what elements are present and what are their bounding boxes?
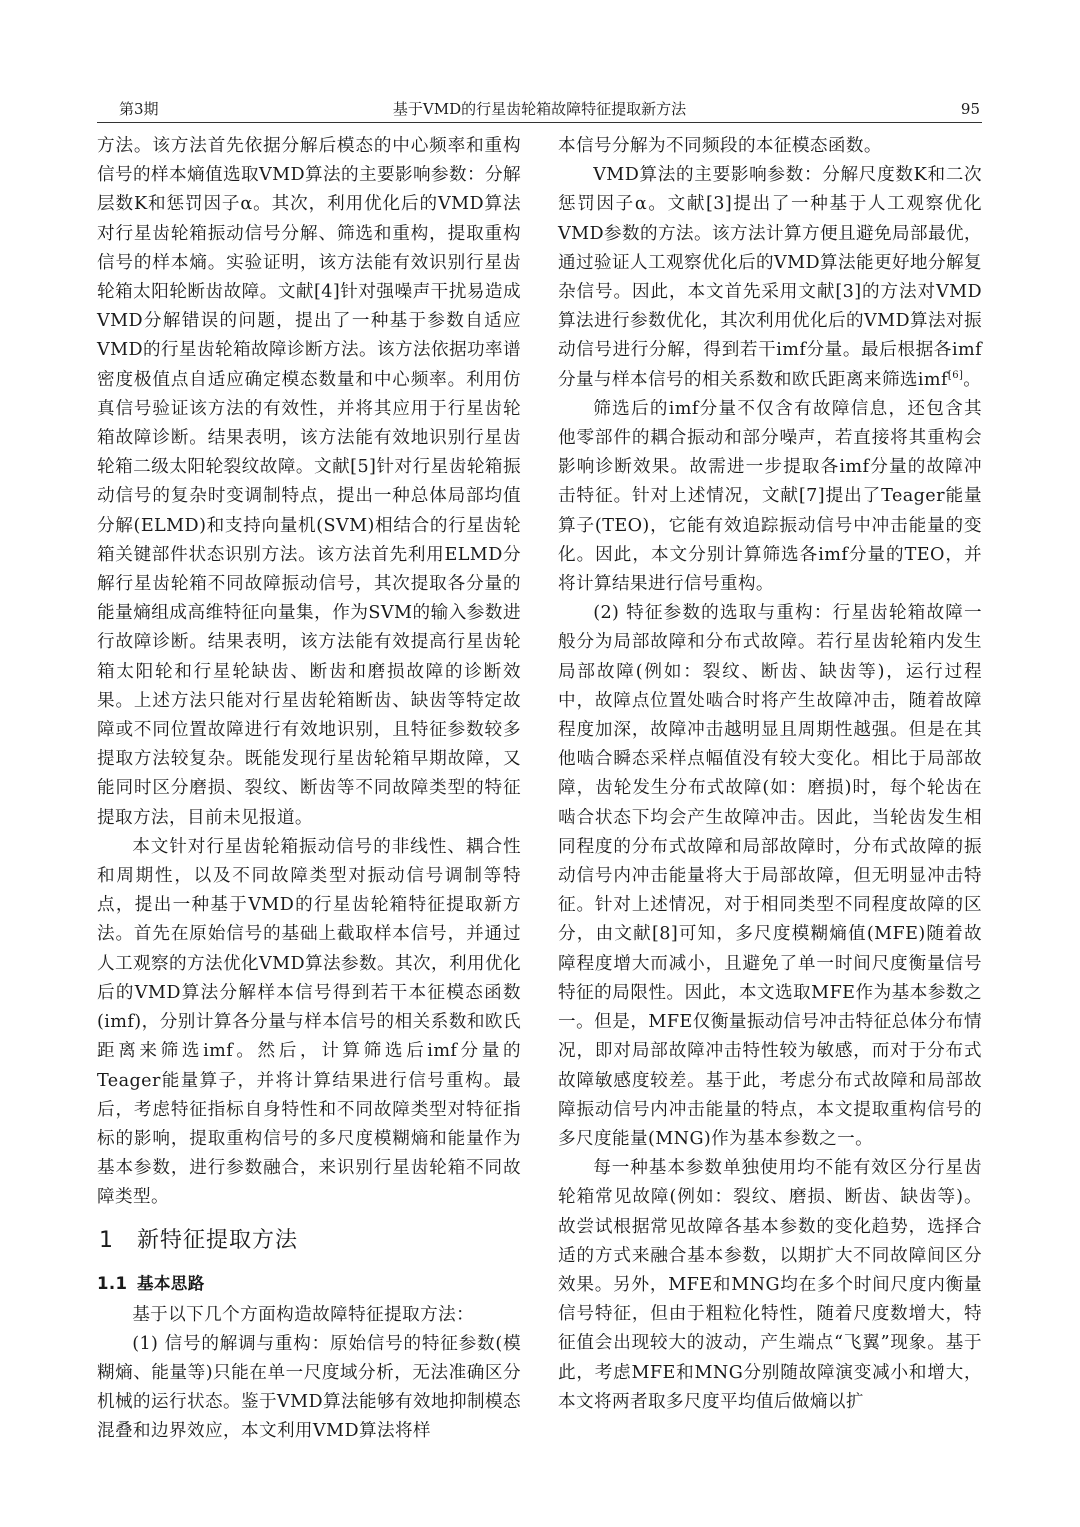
paragraph-end: 。 (963, 369, 982, 390)
subsection-number: 1.1 (97, 1273, 128, 1293)
page-number: 95 (960, 100, 980, 118)
paragraph: (2) 特征参数的选取与重构：行星齿轮箱故障一般分为局部故障和分布式故障。若行星齿轮箱内发生局部故障(例如：裂纹、断齿、缺齿等)，运行过程中，故障点位置处啮合时将产生故障冲击，随着故障程度加深，故障冲击越明显且周期性越强。但是在其他啮合瞬态采样点幅值没有较大变化。相比于局部故障，齿轮发生分布式故障(如：磨损)时，每个轮齿在啮合状态下均会产生故障冲击。因此，当轮齿发生相同程度的分布式故障和局部故障时，分布式故障的振动信号内冲击能量将大于局部故障，但无明显冲击特征。针对上述情况，对于相同类型不同程度故障的区分，由文献[8]可知，多尺度模糊熵值(MFE)随着故障程度增大而减小，且避免了单一时间尺度衡量信号特征的局限性。因此，本文选取MFE作为基本参数之一。但是，MFE仅衡量振动信号冲击特征总体分布情况，即对局部故障冲击特性较为敏感，而对于分布式故障敏感度较差。基于此，考虑分布式故障和局部故障振动信号内冲击能量的特点，本文提取重构信号的多尺度能量(MNG)作为基本参数之一。 (558, 603, 982, 1149)
section-title: 新特征提取方法 (137, 1227, 299, 1253)
section-number: 1 (99, 1227, 114, 1253)
running-header (97, 98, 982, 123)
paragraph: 筛选后的imf分量不仅含有故障信息，还包含其他零部件的耦合振动和部分噪声，若直接将其重构会影响诊断效果。故需进一步提取各imf分量的故障冲击特征。针对上述情况，文献[7]提出了Teager能量算子(TEO)，它能有效追踪振动信号中冲击能量的变化。因此，本文分别计算筛选各imf分量的TEO，并将计算结果进行信号重构。 (558, 398, 982, 595)
right-column (558, 132, 982, 1417)
paragraph: 每一种基本参数单独使用均不能有效区分行星齿轮箱常见故障(例如：裂纹、磨损、断齿、缺齿等)。故尝试根据常见故障各基本参数的变化趋势，选择合适的方式来融合基本参数，以期扩大不同故障间区分效果。另外，MFE和MNG均在多个时间尺度内衡量信号特征，但由于粗粒化特性，随着尺度数增大，特征值会出现较大的波动，产生端点“飞翼”现象。基于此，考虑MFE和MNG分别随故障演变减小和增大，本文将两者取多尺度平均值后做熵以扩 (558, 1158, 982, 1412)
citation-ref: [6] (947, 369, 964, 381)
subsection-title: 基本思路 (137, 1273, 205, 1293)
left-column (97, 132, 521, 1447)
section-heading (97, 1221, 521, 1261)
paragraph (558, 161, 982, 395)
paragraph: 基于以下几个方面构造故障特征提取方法： (132, 1304, 475, 1325)
running-title: 基于VMD的行星齿轮箱故障特征提取新方法 (392, 100, 687, 118)
paragraph: (1) 信号的解调与重构：原始信号的特征参数(模糊熵、能量等)只能在单一尺度域分析，无法准确区分机械的运行状态。鉴于VMD算法能够有效地抑制模态混叠和边界效应，本文利用VMD算法将样 (97, 1333, 521, 1442)
subsection-heading (97, 1269, 521, 1299)
paragraph-text: VMD算法的主要影响参数：分解尺度数K和二次惩罚因子α。文献[3]提出了一种基于人工观察优化VMD参数的方法。该方法计算方便且避免局部最优，通过验证人工观察优化后的VMD算法能更好地分解复杂信号。因此，本文首先采用文献[3]的方法对VMD算法进行参数优化，其次利用优化后的VMD算法对振动信号进行分解，得到若干imf分量。最后根据各imf分量与样本信号的相关系数和欧氏距离来筛选imf (558, 165, 982, 390)
issue-label: 第3期 (119, 100, 159, 118)
paragraph: 方法。该方法首先依据分解后模态的中心频率和重构信号的样本熵值选取VMD算法的主要影响参数：分解层数K和惩罚因子α。其次，利用优化后的VMD算法对行星齿轮箱振动信号分解、筛选和重构，提取重构信号的样本熵。实验证明，该方法能有效识别行星齿轮箱太阳轮断齿故障。文献[4]针对强噪声干扰易造成VMD分解错误的问题，提出了一种基于参数自适应VMD的行星齿轮箱故障诊断方法。该方法依据功率谱密度极值点自适应确定模态数量和中心频率。利用仿真信号验证该方法的有效性，并将其应用于行星齿轮箱故障诊断。结果表明，该方法能有效地识别行星齿轮箱二级太阳轮裂纹故障。文献[5]针对行星齿轮箱振动信号的复杂时变调制特点，提出一种总体局部均值分解(ELMD)和支持向量机(SVM)相结合的行星齿轮箱关键部件状态识别方法。该方法首先利用ELMD分解行星齿轮箱不同故障振动信号，其次提取各分量的能量熵组成高维特征向量集，作为SVM的输入参数进行故障诊断。结果表明，该方法能有效提高行星齿轮箱太阳轮和行星轮缺齿、断齿和磨损故障的诊断效果。上述方法只能对行星齿轮箱断齿、缺齿等特定故障或不同位置故障进行有效地识别，且特征参数较多提取方法较复杂。既能发现行星齿轮箱早期故障，又能同时区分磨损、裂纹、断齿等不同故障类型的特征提取方法，目前未见报道。 (97, 136, 521, 828)
paragraph: 本文针对行星齿轮箱振动信号的非线性、耦合性和周期性，以及不同故障类型对振动信号调制等特点，提出一种基于VMD的行星齿轮箱特征提取新方法。首先在原始信号的基础上截取样本信号，并通过人工观察的方法优化VMD算法参数。其次，利用优化后的VMD算法分解样本信号得到若干本征模态函数(imf)，分别计算各分量与样本信号的相关系数和欧氏距离来筛选imf。然后，计算筛选后imf分量的Teager能量算子，并将计算结果进行信号重构。最后，考虑特征指标自身特性和不同故障类型对特征指标的影响，提取重构信号的多尺度模糊熵和能量作为基本参数，进行参数融合，来识别行星齿轮箱不同故障类型。 (97, 836, 521, 1208)
paragraph: 本信号分解为不同频段的本征模态函数。 (558, 136, 882, 156)
